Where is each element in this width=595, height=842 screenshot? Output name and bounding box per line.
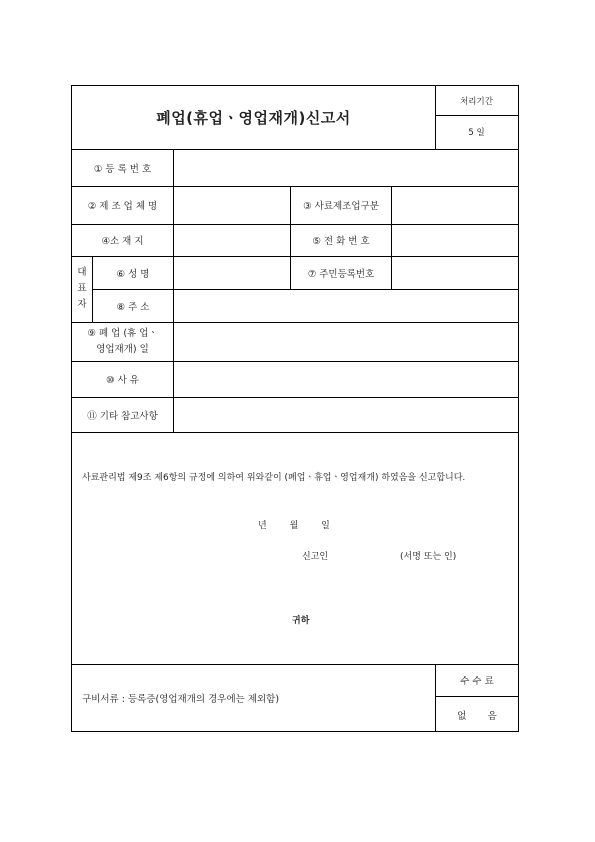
registration-number-label: ① 등 록 번 호 [93, 163, 152, 175]
declaration-statement: 사료관리법 제9조 제6항의 규정에 의하여 위와같이 (폐업ㆍ휴업ㆍ영업재개) 하였음을 신고합니다. [82, 473, 466, 483]
rep-name-field[interactable] [174, 256, 290, 289]
manufacturing-category-label: ③ 사료제조업구분 [303, 201, 379, 212]
rep-address-field[interactable] [174, 289, 518, 322]
addressee: 귀하 [292, 616, 310, 626]
declaration-date-line: 년 월 일 [258, 521, 330, 531]
registration-number-field[interactable] [174, 149, 518, 186]
signature-note: (서명 또는 인) [400, 552, 457, 562]
closure-report-form [71, 85, 519, 732]
reason-field[interactable] [174, 361, 518, 397]
fee-value: 없 음 [457, 710, 497, 722]
manufacturing-category-field[interactable] [392, 186, 518, 224]
processing-period-label: 처리기간 [460, 96, 493, 107]
declarant-label: 신고인 [302, 552, 329, 562]
representative-char-2: 표 [77, 283, 87, 294]
closure-date-label [72, 322, 173, 361]
representative-group-label [72, 256, 92, 322]
processing-period-value: 5 일 [468, 128, 485, 138]
phone-field[interactable] [392, 224, 518, 256]
closure-date-label-line1: ⑨ 폐 업 (휴 업ㆍ [87, 327, 158, 339]
required-documents: 구비서류 : 등록증(영업재개의 경우에는 제외함) [82, 694, 280, 705]
closure-date-label-line2: 영업재개) 일 [96, 343, 149, 355]
other-notes-label: ⑪ 기타 참고사항 [87, 410, 158, 422]
phone-label: ⑤ 전 화 번 호 [312, 236, 370, 247]
rep-name-label: ⑥ 성 명 [116, 268, 150, 280]
fee-label: 수 수 료 [460, 676, 494, 687]
declarant-signature-field[interactable] [340, 549, 396, 565]
representative-char-1: 대 [77, 267, 87, 278]
address-field[interactable] [174, 224, 290, 256]
form-title: 폐업(휴업ㆍ영업재개)신고서 [156, 109, 351, 127]
other-notes-field[interactable] [174, 397, 518, 432]
rep-address-label: ⑧ 주 소 [116, 301, 150, 313]
closure-date-field[interactable] [174, 322, 518, 361]
business-name-label: ② 제 조 업 체 명 [87, 201, 158, 212]
rep-resident-number-label: ⑦ 주민등록번호 [307, 268, 375, 280]
business-name-field[interactable] [174, 186, 290, 224]
representative-char-3: 자 [77, 299, 87, 310]
rule-below-other-notes [72, 432, 518, 433]
rep-resident-number-field[interactable] [392, 256, 518, 289]
reason-label: ⑩ 사 유 [106, 375, 139, 386]
address-label: ④소 재 지 [101, 236, 144, 247]
